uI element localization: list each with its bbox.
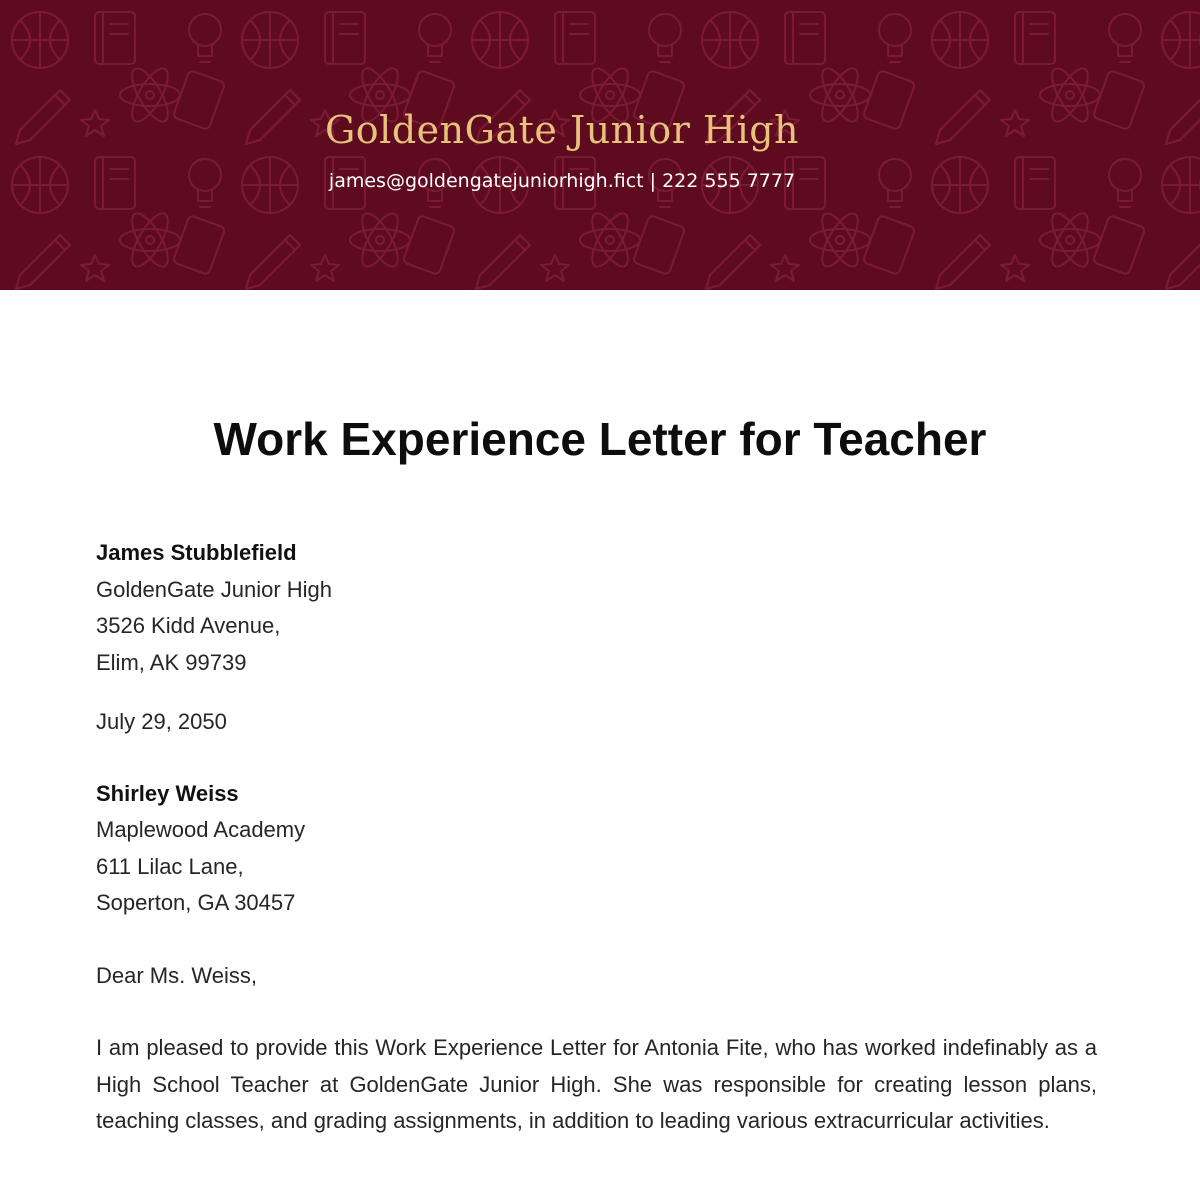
recipient-organization: Maplewood Academy	[96, 817, 306, 842]
contact-line: james@goldengatejuniorhigh.fict | 222 555 7777	[328, 170, 796, 192]
sender-street: 3526 Kidd Avenue,	[96, 613, 281, 638]
sender-organization: GoldenGate Junior High	[96, 576, 333, 602]
salutation-block	[96, 958, 1097, 995]
sender-block	[96, 535, 1097, 681]
body-paragraph: I am pleased to provide this Work Experience Letter for Antonia Fite, who has worked indefinably as a High School Teacher at GoldenGate Junior High. She was responsible for creating lesson plans, teaching classes, and grading assignments, in addition to leading various extracurricular activities.	[96, 1035, 1097, 1133]
date-block	[96, 704, 1097, 741]
letter-body	[96, 535, 1097, 1140]
document-title: Work Experience Letter for Teacher	[213, 413, 987, 465]
letter-date: July 29, 2050	[96, 709, 227, 734]
school-name: GoldenGate Junior High	[324, 108, 800, 152]
sender-name: James Stubblefield	[96, 540, 297, 565]
recipient-city-state-zip: Soperton, GA 30457	[96, 890, 296, 915]
sender-city-state-zip: Elim, AK 99739	[96, 649, 247, 675]
recipient-name: Shirley Weiss	[96, 780, 239, 806]
salutation: Dear Ms. Weiss,	[96, 962, 257, 988]
recipient-block	[96, 776, 1097, 922]
recipient-street: 611 Lilac Lane,	[96, 853, 244, 879]
header-banner	[0, 0, 1200, 290]
